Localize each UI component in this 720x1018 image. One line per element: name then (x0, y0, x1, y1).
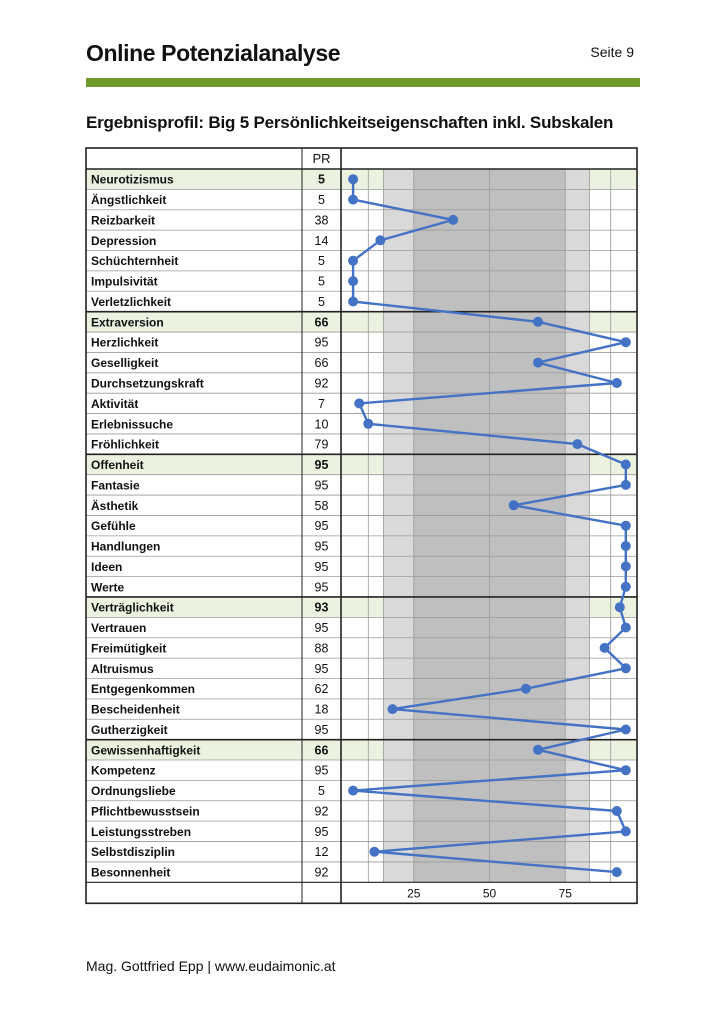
pr-value: 95 (314, 621, 329, 636)
row-label: Besonnenheit (91, 865, 171, 880)
row-label: Selbstdisziplin (91, 845, 176, 860)
data-point (533, 317, 543, 327)
pr-value: 5 (318, 254, 325, 269)
data-point (600, 643, 610, 653)
data-point (612, 378, 622, 388)
data-point (533, 745, 543, 755)
band-light (383, 169, 413, 882)
row-label: Ästhetik (91, 498, 139, 513)
data-point (621, 337, 631, 347)
row-label: Durchsetzungskraft (91, 376, 204, 391)
row-label: Schüchternheit (91, 254, 179, 269)
pr-value: 58 (314, 498, 329, 513)
data-point (369, 847, 379, 857)
pr-value: 66 (314, 743, 329, 758)
pr-value: 95 (314, 824, 329, 839)
data-point (533, 358, 543, 368)
data-point (621, 541, 631, 551)
row-label: Pflichtbewusstsein (91, 804, 200, 819)
data-point (621, 460, 631, 470)
data-point (348, 297, 358, 307)
row-label: Werte (91, 580, 125, 595)
row-label: Ordnungsliebe (91, 784, 176, 799)
row-label: Verletzlichkeit (91, 294, 172, 309)
pr-value: 88 (314, 641, 329, 656)
row-label: Aktivität (91, 396, 139, 411)
row-label: Verträglichkeit (91, 600, 174, 615)
pr-value: 92 (314, 865, 329, 880)
data-point (363, 419, 373, 429)
row-label: Handlungen (91, 539, 161, 554)
row-label: Fantasie (91, 478, 140, 493)
data-point (621, 582, 631, 592)
page-number: Seite 9 (590, 44, 634, 60)
data-point (448, 215, 458, 225)
pr-value: 79 (314, 437, 329, 452)
data-point (612, 806, 622, 816)
row-label: Impulsivität (91, 274, 158, 289)
section-title: Ergebnisprofil: Big 5 Persönlichkeitseigenschaften inkl. Subskalen (86, 113, 614, 132)
pr-value: 18 (314, 702, 329, 717)
pr-value: 95 (314, 478, 329, 493)
data-point (572, 439, 582, 449)
axis-tick-label: 25 (407, 886, 421, 901)
pr-value: 95 (314, 519, 329, 534)
pr-value: 92 (314, 376, 329, 391)
data-point (621, 725, 631, 735)
row-label: Offenheit (91, 458, 144, 473)
data-point (509, 500, 519, 510)
pr-value: 5 (318, 784, 325, 799)
row-label: Gutherzigkeit (91, 722, 168, 737)
data-point (521, 684, 531, 694)
row-label: Geselligkeit (91, 356, 159, 371)
pr-value: 92 (314, 804, 329, 819)
pr-value: 38 (314, 213, 329, 228)
pr-value: 12 (314, 845, 329, 860)
pr-value: 95 (314, 458, 329, 473)
row-label: Erlebnissuche (91, 417, 174, 432)
data-point (612, 867, 622, 877)
data-point (348, 195, 358, 205)
pr-value: 5 (318, 294, 325, 309)
row-label: Depression (91, 233, 157, 248)
data-point (621, 623, 631, 633)
axis-tick-label: 50 (482, 886, 497, 901)
pr-value: 95 (314, 335, 329, 350)
data-point (354, 398, 364, 408)
row-label: Fröhlichkeit (91, 437, 160, 452)
row-label: Extraversion (91, 315, 164, 330)
data-point (615, 602, 625, 612)
row-label: Bescheidenheit (91, 702, 180, 717)
row-label: Ideen (91, 559, 123, 574)
pr-value: 66 (314, 315, 329, 330)
row-label: Altruismus (91, 661, 154, 676)
data-point (348, 174, 358, 184)
row-label: Reizbarkeit (91, 213, 156, 228)
pr-value: 95 (314, 539, 329, 554)
data-point (348, 786, 358, 796)
data-point (621, 561, 631, 571)
data-point (621, 663, 631, 673)
pr-value: 93 (314, 600, 329, 615)
row-label: Vertrauen (91, 621, 147, 636)
pr-value: 62 (314, 682, 329, 697)
row-label: Neurotizismus (91, 172, 174, 187)
data-point (375, 235, 385, 245)
data-point (348, 276, 358, 286)
data-point (621, 521, 631, 531)
pr-value: 95 (314, 661, 329, 676)
pr-value: 7 (318, 396, 325, 411)
axis-tick-label: 75 (558, 886, 572, 901)
row-label: Herzlichkeit (91, 335, 159, 350)
row-label: Entgegenkommen (91, 682, 196, 697)
data-point (621, 765, 631, 775)
footer-text: Mag. Gottfried Epp | www.eudaimonic.at (86, 958, 336, 974)
pr-value: 66 (314, 356, 329, 371)
data-point (621, 826, 631, 836)
data-point (348, 256, 358, 266)
pr-value: 5 (318, 274, 325, 289)
pr-value: 95 (314, 580, 329, 595)
row-label: Gewissenhaftigkeit (91, 743, 201, 758)
pr-value: 5 (318, 172, 325, 187)
data-point (388, 704, 398, 714)
row-label: Gefühle (91, 519, 136, 534)
pr-value: 10 (314, 417, 329, 432)
pr-value: 95 (314, 722, 329, 737)
row-label: Ängstlichkeit (91, 193, 167, 208)
pr-value: 95 (314, 763, 329, 778)
data-point (621, 480, 631, 490)
pr-value: 14 (314, 233, 329, 248)
pr-column-header: PR (312, 151, 331, 166)
row-label: Kompetenz (91, 763, 156, 778)
pr-value: 5 (318, 193, 325, 208)
pr-value: 95 (314, 559, 329, 574)
row-label: Freimütigkeit (91, 641, 167, 656)
page-title: Online Potenzialanalyse (86, 40, 341, 66)
row-label: Leistungsstreben (91, 824, 192, 839)
